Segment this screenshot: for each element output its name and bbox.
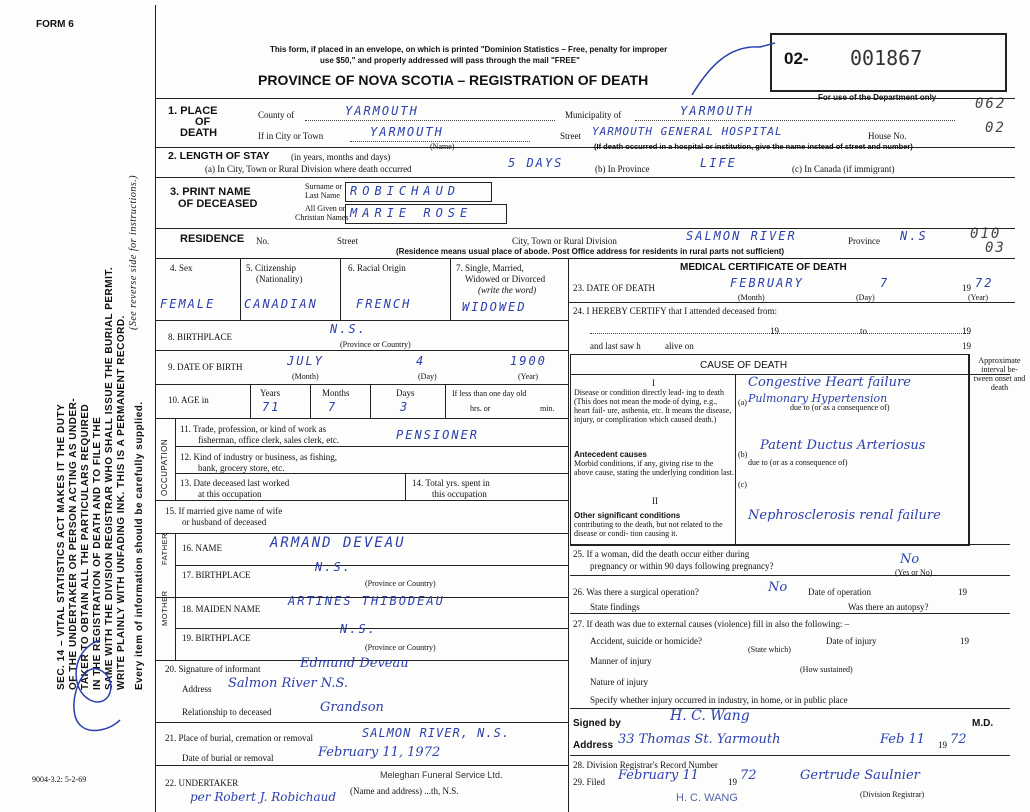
given-label-1: All Given or [305, 204, 346, 213]
roman-2: II [652, 496, 658, 506]
q25-field[interactable]: No [900, 552, 920, 567]
dod-year-field[interactable]: 72 [975, 276, 994, 290]
age-hrs-label: hrs. or [470, 404, 491, 413]
father-birthplace-hint: (Province or Country) [365, 579, 436, 588]
informant-sig-label: 20. Signature of informant [165, 664, 261, 674]
dept-code-1: 062 [975, 96, 1007, 112]
occ11-label-2: fisherman, office clerk, sales clerk, etc. [198, 435, 340, 445]
interval-label: Approximate interval be- tween onset and death [973, 356, 1026, 392]
dob-day-hint: (Day) [418, 372, 437, 381]
mother-birthplace-hint: (Province or Country) [365, 643, 436, 652]
county-label: County of [258, 110, 295, 120]
citizenship-label-1: 5. Citizenship [246, 263, 296, 273]
residence-no-label: No. [256, 236, 270, 246]
q27-manner-label: Manner of injury [590, 656, 652, 666]
dept-use-label: For use of the Department only [818, 93, 937, 102]
q26-field[interactable]: No [768, 580, 788, 595]
q26-label: 26. Was there a surgical operation? [573, 587, 699, 597]
address-19: 19 [938, 740, 947, 750]
disease-label: Disease or condition directly lead- ing to death (This does not mean the mode of dying, e.g., heart fail- ure, asthenia, etc. It means the disease, injury, or complication which caused death.) [574, 388, 732, 424]
dob-year-field[interactable]: 1900 [510, 354, 547, 368]
age-days-label: Days [396, 388, 415, 398]
county-field[interactable]: YARMOUTH [345, 104, 419, 118]
q26-autopsy-label: Was there an autopsy? [848, 602, 929, 612]
birthplace-hint: (Province or Country) [340, 340, 411, 349]
dob-day-field[interactable]: 4 [416, 354, 426, 368]
occ12-label: 12. Kind of industry or business, as fishing, [180, 452, 337, 462]
occ11-label: 11. Trade, profession, or kind of work as [180, 424, 327, 434]
dept-code-2: 02 [985, 120, 1006, 136]
side-instruction-4: IN THE REGISTRATION OF DEATH AND TO FILE THE [92, 416, 103, 690]
house-label: House No. [868, 131, 907, 141]
street-label: Street [560, 131, 581, 141]
q29-registrar-signature[interactable]: Gertrude Saulnier [800, 768, 920, 783]
burial-place-label: 21. Place of burial, cremation or removal [165, 733, 313, 743]
side-instruction-7: (See reverse side for instructions.) [128, 174, 139, 330]
certify-text: 24. I HEREBY CERTIFY that I attended deceased from: [573, 306, 777, 316]
birthplace-field[interactable]: N.S. [330, 322, 367, 336]
dod-label: 23. DATE OF DEATH [573, 283, 655, 293]
undertaker-stamp-1: Meleghan Funeral Service Ltd. [380, 770, 503, 780]
sex-field[interactable]: FEMALE [160, 297, 216, 311]
residence-city-field[interactable]: SALMON RIVER [686, 229, 797, 243]
residence-street-label: Street [337, 236, 358, 246]
racial-field[interactable]: FRENCH [356, 297, 412, 311]
surname-field[interactable]: ROBICHAUD [350, 184, 461, 198]
stay-a-field[interactable]: 5 DAYS [508, 156, 564, 170]
q27-19: 19 [960, 636, 969, 646]
antecedent-text: Morbid conditions, if any, giving rise to the above cause, stating the underlying condition last. [574, 459, 734, 477]
age-lt-label: If less than one day old [452, 389, 527, 398]
given-field[interactable]: MARIE ROSE [350, 206, 473, 220]
burial-date-field[interactable]: February 11, 1972 [318, 745, 441, 760]
occ15-label: 15. If married give name of wife [165, 506, 283, 516]
address-date-field[interactable]: Feb 11 [880, 732, 925, 747]
cause-a-due: due to (or as a consequence of) [790, 403, 890, 412]
place-label-2: OF [195, 116, 211, 128]
cause-b-due: due to (or as a consequence of) [748, 458, 848, 467]
dod-day-field[interactable]: 7 [880, 276, 890, 290]
occ14-label-2: this occupation [432, 489, 487, 499]
q27-how-hint: (How sustained) [800, 665, 853, 674]
antecedent-label: Antecedent causes [574, 450, 647, 459]
occ12-label-2: bank, grocery store, etc. [198, 463, 285, 473]
registrar-stamp: H. C. WANG [676, 792, 738, 804]
occ14-label: 14. Total yrs. spent in [412, 478, 490, 488]
dod-day-hint: (Day) [856, 293, 875, 302]
q25-label-2: pregnancy or within 90 days following pregnancy? [590, 561, 774, 571]
md-label: M.D. [972, 718, 994, 729]
mother-birthplace-field[interactable]: N.S. [340, 622, 377, 636]
stay-b-label: (b) In Province [595, 164, 650, 174]
address-field[interactable]: 33 Thomas St. Yarmouth [618, 732, 781, 747]
cause-b-label: (b) [738, 450, 748, 459]
municipality-label: Municipality of [565, 110, 622, 120]
signed-by-field[interactable]: H. C. Wang [670, 708, 750, 724]
dob-label: 9. DATE OF BIRTH [168, 362, 243, 372]
age-days-field[interactable]: 3 [400, 400, 410, 414]
q29-date-field[interactable]: February 11 [618, 768, 699, 783]
q26-19: 19 [958, 587, 967, 597]
side-instruction-6: WRITE PLAINLY WITH UNFADING INK. THIS IS A PERMANENT RECORD. [116, 315, 127, 690]
mother-birthplace-label: 19. BIRTHPLACE [182, 633, 251, 643]
reg-prefix: 02- [784, 49, 809, 68]
age-label: 10. AGE in [168, 395, 209, 405]
form-number: FORM 6 [36, 19, 74, 30]
birthplace-label: 8. BIRTHPLACE [168, 332, 232, 342]
age-min-label: min. [540, 404, 555, 413]
dod-month-hint: (Month) [738, 293, 765, 302]
stay-hint: (in years, months and days) [291, 152, 391, 162]
age-months-label: Months [322, 388, 350, 398]
marital-label-3: (write the word) [478, 285, 537, 295]
age-months-field[interactable]: 7 [328, 400, 338, 414]
stay-a-label: (a) In City, Town or Rural Division where death occurred [205, 164, 412, 174]
racial-label: 6. Racial Origin [348, 263, 406, 273]
dept-code-3: 010 [970, 226, 1002, 242]
dod-year-prefix: 19 [962, 283, 971, 293]
residence-city-label: City, Town or Rural Division [512, 236, 617, 246]
address-label: Address [573, 740, 614, 751]
residence-province-label: Province [848, 236, 880, 246]
certify-to: to [860, 326, 868, 336]
certify-19-b: 19 [962, 326, 971, 336]
given-label-2: Christian Names [295, 213, 349, 222]
q28-label: 28. Division Registrar's Record Number [573, 760, 718, 770]
alive-on-label: alive on [665, 341, 694, 351]
residence-note: (Residence means usual place of abode. Post Office address for residents in rural parts not sufficient) [396, 247, 785, 256]
cause-a-label: (a) [738, 398, 747, 407]
dob-year-hint: (Year) [518, 372, 539, 381]
marital-label-2: Widowed or Divorced [465, 274, 546, 284]
age-years-label: Years [260, 388, 281, 398]
mother-name-field[interactable]: ARTINES THIBODEAU [288, 594, 445, 608]
side-instruction-5: SAME WITH THE DIVISION REGISTRAR WHO SHALL ISSUE THE BURIAL PERMIT. [104, 266, 115, 690]
q25-label: 25. If a woman, did the death occur either during [573, 549, 750, 559]
signed-by-label: Signed by [573, 718, 621, 729]
q27-label: 27. If death was due to external causes (violence) fill in also the following: – [573, 619, 850, 629]
informant-sig-field[interactable]: Edmund Deveau [300, 656, 409, 671]
other-conditions-field[interactable]: Nephrosclerosis renal failure [748, 508, 941, 523]
q27-accident-label: Accident, suicide or homicide? [590, 636, 702, 646]
other-conditions-text: contributing to the death, but not related to the disease or condi- tion causing it. [574, 520, 723, 538]
cause-c-label: (c) [738, 480, 747, 489]
marital-label-1: 7. Single, Married, [456, 263, 524, 273]
q26-findings-label: State findings [590, 602, 640, 612]
form-title: PROVINCE OF NOVA SCOTIA – REGISTRATION OF DEATH [258, 72, 649, 88]
father-name-field[interactable]: ARMAND DEVEAU [270, 535, 406, 551]
last-saw-label: and last saw h [590, 341, 641, 351]
q27-where-hint: (State which) [748, 645, 791, 654]
name-label-1: 3. PRINT NAME [170, 186, 251, 198]
surname-label-1: Surname or [305, 182, 343, 191]
mail-notice-2: use $50," and properly addressed will pass through the mail "FREE" [320, 56, 580, 65]
pen-flourish-mark [690, 35, 780, 105]
alive-19: 19 [962, 341, 971, 351]
place-label-1: 1. PLACE [168, 105, 218, 117]
side-instruction-3: TAKER TO OBTAIN ALL THE PARTICULARS REQUIRED [80, 403, 91, 690]
sex-label: 4. Sex [170, 263, 193, 273]
mother-side-label: MOTHER [160, 590, 169, 626]
occupation-side-label: OCCUPATION [160, 438, 169, 496]
print-code: 9004-3.2: 5-2-69 [32, 775, 87, 784]
reg-number: 001867 [850, 46, 923, 70]
place-label-3: DEATH [180, 127, 218, 139]
q27-specify-label: Specify whether injury occurred in industry, in home, or in public place [590, 695, 848, 705]
city-label: If in City or Town [258, 131, 324, 141]
occ15-label-2: or husband of deceased [182, 517, 267, 527]
name-hint: (Name) [430, 142, 455, 151]
dept-code-4: 03 [985, 240, 1006, 256]
occ11-field[interactable]: PENSIONER [396, 428, 480, 442]
surname-label-2: Last Name [305, 191, 340, 200]
residence-label: RESIDENCE [180, 233, 245, 245]
q25-hint: (Yes or No) [895, 568, 933, 577]
side-instruction-8: Every item of information should be carefully supplied. [134, 401, 145, 690]
father-birthplace-label: 17. BIRTHPLACE [182, 570, 251, 580]
stay-c-label: (c) In Canada (if immigrant) [792, 164, 895, 174]
medical-title: MEDICAL CERTIFICATE OF DEATH [680, 262, 847, 273]
citizenship-label-2: (Nationality) [256, 274, 303, 284]
side-instruction-2: OF THE UNDERTAKER OR PERSON ACTING AS UNDER- [68, 397, 79, 690]
informant-rel-field[interactable]: Grandson [320, 700, 384, 715]
informant-rel-label: Relationship to deceased [182, 707, 272, 717]
cause-title: CAUSE OF DEATH [700, 360, 788, 371]
residence-province-field[interactable]: N.S [900, 229, 928, 243]
other-conditions-label: Other significant conditions [574, 511, 681, 520]
cause-a-field-2[interactable]: Pulmonary Hypertension [748, 392, 888, 405]
burial-place-field[interactable]: SALMON RIVER, N.S. [362, 726, 511, 740]
address-year-field[interactable]: 72 [950, 732, 967, 747]
q27-nature-label: Nature of injury [590, 677, 648, 687]
dod-year-hint: (Year) [968, 293, 989, 302]
occ13-label-2: at this occupation [198, 489, 262, 499]
stay-label: 2. LENGTH OF STAY [168, 150, 270, 162]
mail-notice-1: This form, if placed in an envelope, on which is printed "Dominion Statistics – Free, penalty for improper [270, 45, 668, 54]
municipality-field[interactable]: YARMOUTH [680, 104, 754, 118]
q26-date-label: Date of operation [808, 587, 871, 597]
stay-b-field[interactable]: LIFE [700, 156, 737, 170]
father-side-label: FATHER [160, 532, 169, 565]
informant-addr-field[interactable]: Salmon River N.S. [228, 676, 349, 691]
cause-b-field[interactable]: Patent Ductus Arteriosus [760, 438, 926, 453]
certify-19-a: 19 [770, 326, 779, 336]
dod-month-field[interactable]: FEBRUARY [730, 276, 804, 290]
undertaker-label: 22. UNDERTAKER [165, 778, 239, 788]
q29-label: 29. Filed [573, 777, 606, 787]
age-years-field[interactable]: 71 [262, 400, 281, 414]
dob-month-field[interactable]: JULY [287, 354, 324, 368]
hospital-note: (If death occurred in a hospital or institution, give the name instead of street and number) [594, 142, 913, 151]
q29-year-field[interactable]: 72 [740, 768, 757, 783]
mother-name-label: 18. MAIDEN NAME [182, 604, 261, 614]
name-label-2: OF DECEASED [178, 198, 258, 210]
cause-a-field[interactable]: Congestive Heart failure [748, 375, 911, 390]
father-birthplace-field[interactable]: N.S. [315, 560, 352, 574]
street-field[interactable]: YARMOUTH GENERAL HOSPITAL [592, 125, 783, 138]
occ13-label: 13. Date deceased last worked [180, 478, 290, 488]
registration-number-box [770, 33, 1007, 92]
burial-date-label: Date of burial or removal [182, 753, 274, 763]
undertaker-stamp-2: (Name and address) ...th, N.S. [350, 786, 459, 796]
undertaker-signature[interactable]: per Robert J. Robichaud [190, 790, 337, 804]
q27-date-label: Date of injury [826, 636, 877, 646]
side-instruction-1: SEC. 14 – VITAL STATISTICS ACT MAKES IT THE DUTY [56, 403, 67, 690]
citizenship-field[interactable]: CANADIAN [244, 297, 318, 311]
dob-month-hint: (Month) [292, 372, 319, 381]
roman-1: I [652, 378, 655, 388]
city-field[interactable]: YARMOUTH [370, 125, 444, 139]
marital-field[interactable]: WIDOWED [462, 300, 527, 314]
father-name-label: 16. NAME [182, 543, 222, 553]
q29-registrar-hint: (Division Registrar) [860, 790, 925, 799]
pen-scribble-mark [60, 630, 130, 740]
q29-19: 19 [728, 777, 737, 787]
informant-addr-label: Address [182, 684, 212, 694]
